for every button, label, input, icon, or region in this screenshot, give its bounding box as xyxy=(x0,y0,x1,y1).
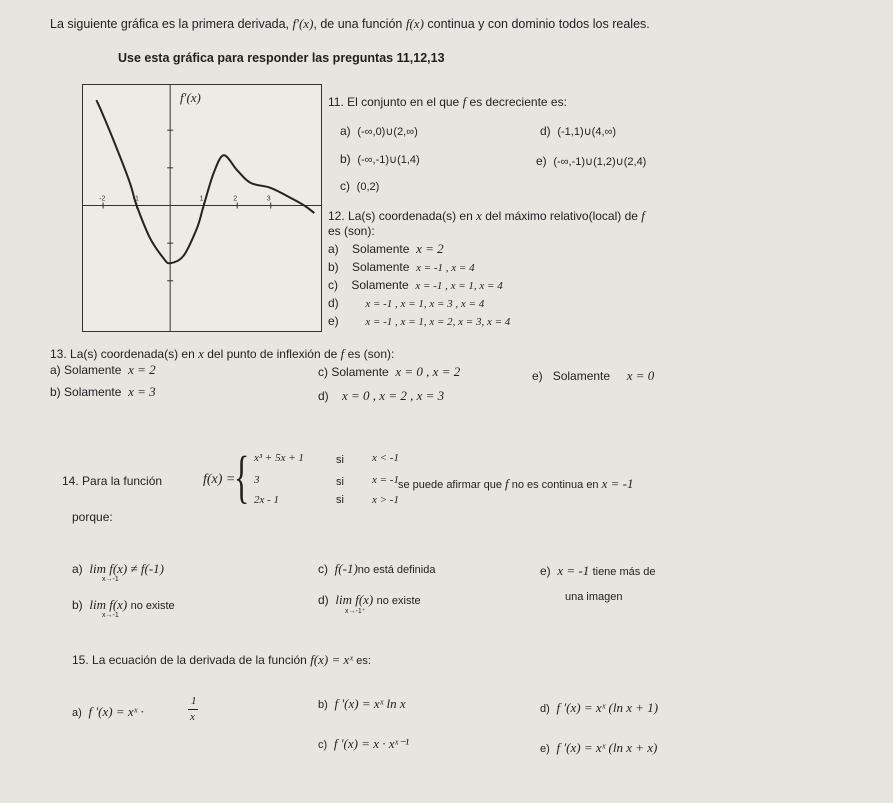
q13-option-e[interactable]: e) Solamente x = 0 xyxy=(532,368,655,383)
q14-fx: f(x) = xyxy=(203,472,236,487)
q15-option-a-num: 1 xyxy=(191,695,197,707)
graph-svg xyxy=(83,85,321,331)
q11-option-b[interactable]: b) (-∞,-1)∪(1,4) xyxy=(340,152,420,166)
q12-option-e[interactable]: e) x = -1 , x = 1, x = 2, x = 3, x = 4 xyxy=(328,314,511,328)
fx-symbol: f(x) xyxy=(405,16,424,31)
q14-option-a-sub: x→-1 xyxy=(102,576,119,583)
q14-option-b[interactable]: b) lim f(x) no existe xyxy=(72,597,175,612)
q14-porque: porque: xyxy=(72,510,113,524)
q14-row1-cond: x < -1 xyxy=(372,452,399,464)
q14-row3-cond: x > -1 xyxy=(372,494,399,506)
q15-prompt: 15. La ecuación de la derivada de la función f(x) = xˣ es: xyxy=(72,652,371,667)
q14-row1-expr: x³ + 5x + 1 xyxy=(254,452,304,464)
q15-option-a-den: x xyxy=(190,711,195,723)
q14-option-e-line2: una imagen xyxy=(565,591,623,603)
q14-option-a[interactable]: a) lim f(x) ≠ f(-1) xyxy=(72,561,164,576)
q12-option-b[interactable]: b) Solamente x = -1 , x = 4 xyxy=(328,260,475,274)
instruction: Use esta gráfica para responder las preguntas 11,12,13 xyxy=(118,51,445,65)
x-tick-label: 2 xyxy=(233,195,238,203)
q15-option-e[interactable]: e) f ′(x) = xˣ (ln x + x) xyxy=(540,740,658,755)
q15-option-d[interactable]: d) f ′(x) = xˣ (ln x + 1) xyxy=(540,700,659,715)
q11-prompt: 11. El conjunto en el que f es decreciente es: xyxy=(328,94,567,109)
q15-option-a[interactable]: a) f ′(x) = xˣ · xyxy=(72,704,144,719)
q14-prompt: 14. Para la función xyxy=(62,474,163,488)
q12-prompt-line2: es (son): xyxy=(328,224,375,238)
q14-option-c[interactable]: c) f(-1)no está definida xyxy=(318,561,436,576)
q14-row1-si: si xyxy=(336,454,344,466)
q11-option-c[interactable]: c) (0,2) xyxy=(340,179,380,193)
q14-continuation: se puede afirmar que f no es continua en x = -1 xyxy=(398,476,634,491)
q11-option-d[interactable]: d) (-1,1)∪(4,∞) xyxy=(540,124,617,138)
q12-option-c[interactable]: c) Solamente x = -1 , x = 1, x = 4 xyxy=(328,278,503,292)
q13-option-d[interactable]: d) x = 0 , x = 2 , x = 3 xyxy=(318,388,445,403)
x-tick-label: 3 xyxy=(266,195,271,203)
q13-option-a[interactable]: a) Solamente x = 2 xyxy=(50,362,156,377)
piecewise-brace: { xyxy=(234,444,250,509)
q14-row2-cond: x = -1 xyxy=(372,474,399,486)
q14-option-e[interactable]: e) x = -1 tiene más de xyxy=(540,563,656,578)
q13-option-c[interactable]: c) Solamente x = 0 , x = 2 xyxy=(318,364,461,379)
fprime-symbol: f′(x) xyxy=(292,16,314,31)
derivative-curve xyxy=(96,100,314,263)
q15-option-b[interactable]: b) f ′(x) = xˣ ln x xyxy=(318,696,406,711)
x-tick-label: 1 xyxy=(199,195,204,203)
q11-option-a[interactable]: a) (-∞,0)∪(2,∞) xyxy=(340,124,418,138)
q12-prompt: 12. La(s) coordenada(s) en x del máximo relativo(local) de f xyxy=(328,208,645,223)
q11-option-e[interactable]: e) (-∞,-1)∪(1,2)∪(2,4) xyxy=(536,154,647,168)
x-tick-label: -2 xyxy=(99,195,106,203)
q14-option-d[interactable]: d) lim f(x) no existe xyxy=(318,592,421,607)
q12-option-d[interactable]: d) x = -1 , x = 1, x = 3 , x = 4 xyxy=(328,296,485,310)
graph-ylabel: f′(x) xyxy=(180,90,201,105)
q14-row2-expr: 3 xyxy=(254,474,260,486)
q14-row3-expr: 2x - 1 xyxy=(254,494,280,506)
q15-option-a-frac-line xyxy=(188,709,198,710)
q15-option-c[interactable]: c) f ′(x) = x · xˣ⁻¹ xyxy=(318,736,409,751)
q14-option-d-sub: x→-1⁺ xyxy=(345,608,366,615)
q14-row2-si: si xyxy=(336,476,344,488)
derivative-graph xyxy=(82,84,322,332)
q14-option-b-sub: x→-1 xyxy=(102,612,119,619)
q13-prompt: 13. La(s) coordenada(s) en x del punto de inflexión de f es (son): xyxy=(50,346,395,361)
q12-option-a[interactable]: a) Solamente x = 2 xyxy=(328,241,444,256)
q13-option-b[interactable]: b) Solamente x = 3 xyxy=(50,384,156,399)
q14-row3-si: si xyxy=(336,494,344,506)
intro-line: La siguiente gráfica es la primera derivada, f′(x), de una función f(x) continua y con dominio todos los reales. xyxy=(50,16,650,31)
x-tick-label: -1 xyxy=(132,195,139,203)
